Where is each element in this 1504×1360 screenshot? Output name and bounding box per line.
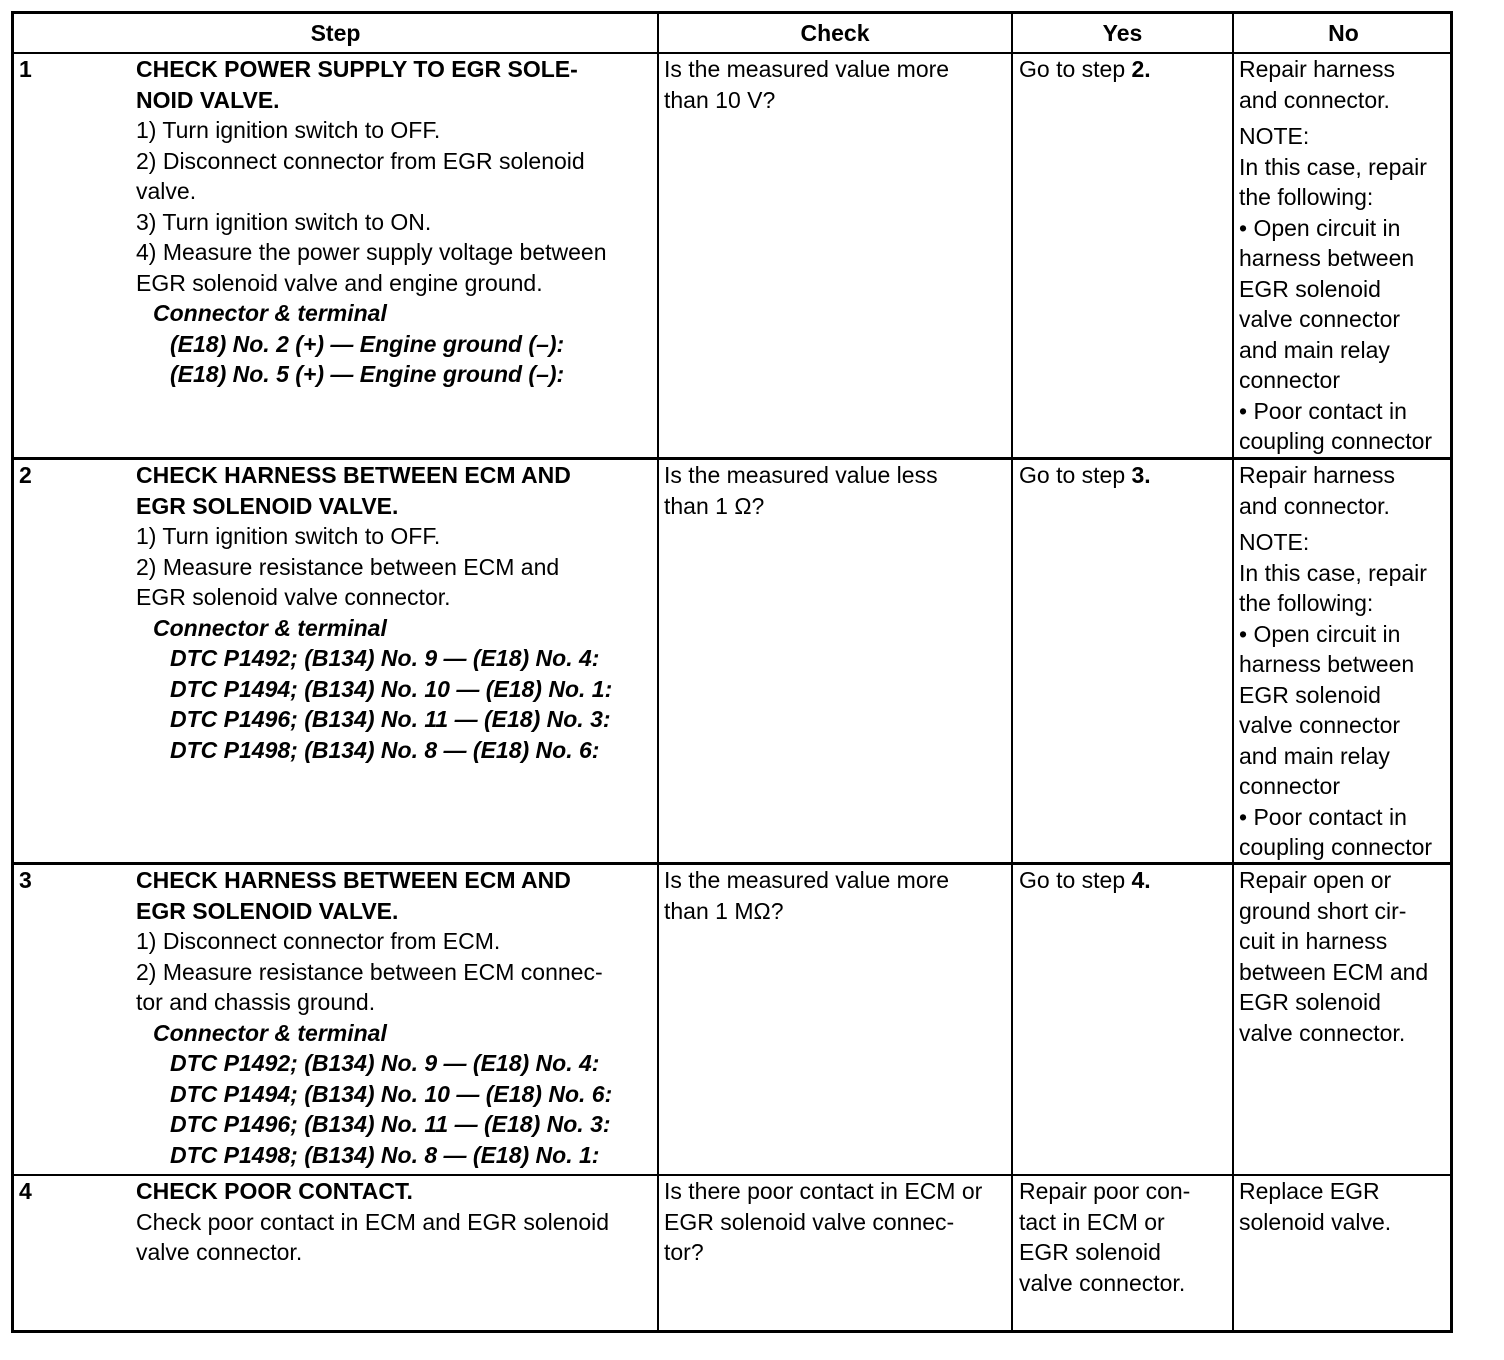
no-line: and connector. xyxy=(1239,86,1390,113)
yes-prefix: Go to step xyxy=(1019,867,1132,893)
column-divider xyxy=(1011,14,1013,1330)
no-line: and connector. xyxy=(1239,492,1390,519)
step-title: EGR SOLENOID VALVE. xyxy=(136,897,399,924)
terminal-spec: DTC P1494; (B134) No. 10 — (E18) No. 6: xyxy=(170,1080,613,1107)
check-line: EGR solenoid valve connec- xyxy=(664,1208,955,1235)
step-instruction: valve connector. xyxy=(136,1239,303,1265)
step-title: CHECK HARNESS BETWEEN ECM AND xyxy=(136,462,571,488)
terminal-spec: DTC P1496; (B134) No. 11 — (E18) No. 3: xyxy=(170,706,611,732)
step-title: CHECK POWER SUPPLY TO EGR SOLE- xyxy=(136,56,578,82)
yes-prefix: Go to step xyxy=(1019,56,1132,82)
no-line: EGR solenoid xyxy=(1239,989,1381,1015)
note-line: valve connector xyxy=(1239,306,1401,332)
step-instruction: 2) Measure resistance between ECM and xyxy=(136,553,560,580)
step-instruction: valve. xyxy=(136,178,197,204)
terminal-spec: (E18) No. 2 (+) — Engine ground (–): xyxy=(170,330,565,357)
note-line: and main relay xyxy=(1239,336,1390,363)
step-instruction: 1) Disconnect connector from ECM. xyxy=(136,928,501,954)
terminal-spec: (E18) No. 5 (+) — Engine ground (–): xyxy=(170,361,565,387)
terminal-spec: DTC P1498; (B134) No. 8 — (E18) No. 1: xyxy=(170,1141,600,1168)
step-instruction: tor and chassis ground. xyxy=(136,989,376,1015)
check-line: than 10 V? xyxy=(664,86,776,113)
note-label: NOTE: xyxy=(1239,529,1310,555)
step-number: 3 xyxy=(19,867,32,893)
yes-text xyxy=(1019,54,1151,85)
step-content xyxy=(136,1176,609,1268)
step-instruction: 4) Measure the power supply voltage between xyxy=(136,239,607,265)
terminal-spec: DTC P1492; (B134) No. 9 — (E18) No. 4: xyxy=(170,1050,600,1076)
step-instruction: 2) Disconnect connector from EGR solenoid xyxy=(136,147,585,174)
yes-line: tact in ECM or xyxy=(1019,1208,1165,1235)
yes-line: valve connector. xyxy=(1019,1269,1186,1296)
no-line: between ECM and xyxy=(1239,958,1429,985)
note-line: harness between xyxy=(1239,245,1415,271)
header-yes: Yes xyxy=(1102,20,1143,46)
check-text xyxy=(664,865,949,926)
yes-text xyxy=(1019,865,1151,896)
no-text xyxy=(1239,1176,1391,1237)
step-content xyxy=(136,865,612,1170)
diagnostic-table xyxy=(11,11,1453,1333)
yes-prefix: Go to step xyxy=(1019,462,1132,488)
no-line: solenoid valve. xyxy=(1239,1208,1392,1235)
note-line: EGR solenoid xyxy=(1239,275,1381,302)
check-line: Is the measured value less xyxy=(664,462,938,488)
check-line: than 1 Ω? xyxy=(664,492,765,519)
step-instruction: EGR solenoid valve connector. xyxy=(136,584,451,610)
note-line: harness between xyxy=(1239,651,1415,677)
note-line: valve connector xyxy=(1239,712,1401,738)
step-title: EGR SOLENOID VALVE. xyxy=(136,492,399,519)
check-line: Is the measured value more xyxy=(664,56,950,82)
connector-terminal-label: Connector & terminal xyxy=(153,1019,387,1046)
step-instruction: 2) Measure resistance between ECM connec- xyxy=(136,958,603,985)
check-line: than 1 MΩ? xyxy=(664,897,784,924)
connector-terminal-label: Connector & terminal xyxy=(153,614,387,641)
terminal-spec: DTC P1498; (B134) No. 8 — (E18) No. 6: xyxy=(170,736,600,763)
step-instruction: 1) Turn ignition switch to OFF. xyxy=(136,523,441,549)
note-line: coupling connector xyxy=(1239,428,1433,454)
check-line: tor? xyxy=(664,1239,704,1265)
yes-text xyxy=(1019,1176,1190,1298)
check-line: Is there poor contact in ECM or xyxy=(664,1178,983,1204)
no-line: Repair harness xyxy=(1239,462,1395,488)
yes-line: Repair poor con- xyxy=(1019,1178,1191,1204)
note-line: • Poor contact in xyxy=(1239,397,1407,424)
step-instruction: Check poor contact in ECM and EGR solenoid xyxy=(136,1208,610,1235)
connector-terminal-label: Connector & terminal xyxy=(153,300,387,326)
note-line: the following: xyxy=(1239,590,1374,616)
step-instruction: EGR solenoid valve and engine ground. xyxy=(136,269,543,296)
no-text xyxy=(1239,460,1432,863)
yes-step-ref: 3. xyxy=(1131,462,1151,488)
no-line: ground short cir- xyxy=(1239,897,1407,924)
header-step: Step xyxy=(310,20,361,46)
column-divider xyxy=(657,14,659,1330)
check-text xyxy=(664,460,938,521)
no-line: Repair open or xyxy=(1239,867,1392,893)
check-text xyxy=(664,54,949,115)
yes-step-ref: 2. xyxy=(1131,56,1151,82)
step-title: NOID VALVE. xyxy=(136,86,280,113)
note-line: • Poor contact in xyxy=(1239,803,1407,830)
step-content xyxy=(136,54,607,390)
no-line: Replace EGR xyxy=(1239,1178,1380,1204)
step-title: CHECK POOR CONTACT. xyxy=(136,1178,413,1204)
step-title: CHECK HARNESS BETWEEN ECM AND xyxy=(136,867,571,893)
no-line: cuit in harness xyxy=(1239,928,1388,954)
yes-text xyxy=(1019,460,1151,491)
step-instruction: 3) Turn ignition switch to ON. xyxy=(136,208,432,235)
header-no: No xyxy=(1328,20,1359,46)
yes-step-ref: 4. xyxy=(1131,867,1151,893)
step-number: 1 xyxy=(19,56,32,82)
check-text xyxy=(664,1176,982,1268)
no-line: valve connector. xyxy=(1239,1019,1406,1046)
step-instruction: 1) Turn ignition switch to OFF. xyxy=(136,117,441,143)
note-line: connector xyxy=(1239,367,1341,393)
note-line: In this case, repair xyxy=(1239,153,1427,180)
note-line: In this case, repair xyxy=(1239,559,1427,586)
step-number: 2 xyxy=(19,462,32,488)
note-line: connector xyxy=(1239,773,1341,799)
no-line: Repair harness xyxy=(1239,56,1395,82)
no-text xyxy=(1239,54,1432,457)
terminal-spec: DTC P1494; (B134) No. 10 — (E18) No. 1: xyxy=(170,675,613,702)
header-check: Check xyxy=(800,20,870,46)
column-divider xyxy=(1232,14,1234,1330)
terminal-spec: DTC P1496; (B134) No. 11 — (E18) No. 3: xyxy=(170,1111,611,1137)
no-text xyxy=(1239,865,1428,1048)
yes-line: EGR solenoid xyxy=(1019,1239,1161,1265)
note-label: NOTE: xyxy=(1239,123,1310,149)
note-line: EGR solenoid xyxy=(1239,681,1381,708)
note-line: the following: xyxy=(1239,184,1374,210)
step-content xyxy=(136,460,612,765)
note-line: and main relay xyxy=(1239,742,1390,769)
terminal-spec: DTC P1492; (B134) No. 9 — (E18) No. 4: xyxy=(170,645,600,671)
note-line: • Open circuit in xyxy=(1239,620,1401,647)
note-line: • Open circuit in xyxy=(1239,214,1401,241)
check-line: Is the measured value more xyxy=(664,867,950,893)
step-number: 4 xyxy=(19,1178,32,1204)
note-line: coupling connector xyxy=(1239,834,1433,860)
